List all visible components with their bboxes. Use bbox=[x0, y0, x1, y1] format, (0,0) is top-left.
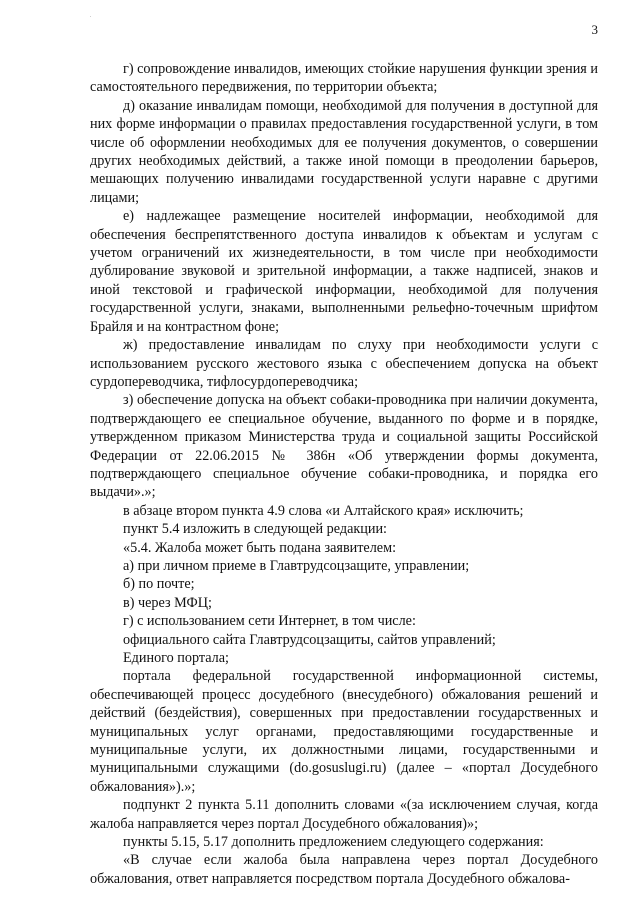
paragraph-5-4-b: б) по почте; bbox=[123, 576, 195, 593]
paragraph-5-4-v: в) через МФЦ; bbox=[123, 594, 212, 611]
paragraph-amend-5-15-5-17: пункты 5.15, 5.17 дополнить предложением следующего содержания: bbox=[123, 834, 544, 851]
paragraph-unified-portal: Единого портала; bbox=[123, 650, 229, 666]
paragraph-item-d-assistance: д) оказание инвалидам помощи, необходимой для получения в доступной для них форме информации о правилах предоставления государственной услуги, в том числе об оформлении необходимых для ее получения документов, о совершении других необходимых действий, а также иной помощи в преодолении барьеров, мешающих получению инвалидами государственной услуги наравне с другими лицами; bbox=[90, 97, 598, 206]
paragraph-5-4-heading: «5.4. Жалоба может быть подана заявителем: bbox=[123, 539, 397, 556]
document-body bbox=[90, 60, 598, 888]
paragraph-amend-5-4: пункт 5.4 изложить в следующей редакции: bbox=[123, 521, 387, 538]
paragraph-amend-5-11: подпункт 2 пункта 5.11 дополнить словами «(за исключением случая, когда жалоба направляется через портал Досудебного обжалования)»; bbox=[90, 797, 598, 832]
page-number: 3 bbox=[591, 22, 598, 37]
paragraph-5-4-g: г) с использованием сети Интернет, в том числе: bbox=[123, 613, 416, 630]
paragraph-amend-4-9: в абзаце втором пункта 4.9 слова «и Алтайского края» исключить; bbox=[123, 502, 524, 519]
paragraph-federal-portal: портала федеральной государственной информационной системы, обеспечивающей процесс досудебного (внесудебного) обжалования решений и действий (бездействия), совершенных при предоставлении государственных и муниципальных услуг органами, предоставляющими государственные и муниципальные услуги, их должностными лицами, государственными и муниципальными служащими (do.gosuslugi.ru) (далее – «портал Досудебного обжалования»).»; bbox=[90, 668, 598, 795]
paragraph-response-portal: «В случае если жалоба была направлена через портал Досудебного обжалования, ответ направляется посредством портала Досудебного обжалова- bbox=[90, 852, 598, 887]
paragraph-item-g-escort: г) сопровождение инвалидов, имеющих стойкие нарушения функции зрения и самостоятельного передвижения, по территории объекта; bbox=[90, 61, 598, 96]
scan-speck bbox=[90, 16, 91, 17]
paragraph-item-zh-sign-language: ж) предоставление инвалидам по слуху при необходимости услуги с использованием русского жестового языка с обеспечением допуска на объект сурдопереводчика, тифлосурдопереводчика; bbox=[90, 337, 598, 390]
paragraph-item-z-guide-dog: з) обеспечение допуска на объект собаки-проводника при наличии документа, подтверждающего ее специальное обучение, выданного по форме и в порядке, утвержденном приказом Министерства труда и социальной защиты Российской Федерации от 22.06.2015 № 386н «Об утверждении формы документа, подтверждающего специальное обучение собаки-проводника, и порядка его выдачи».»; bbox=[90, 392, 598, 501]
paragraph-official-site: официального сайта Главтрудсоцзащиты, сайтов управлений; bbox=[123, 631, 496, 648]
paragraph-item-e-information: е) надлежащее размещение носителей информации, необходимой для обеспечения беспрепятственного доступа инвалидов к объектам и услугам с учетом ограничений их жизнедеятельности, в том числе при необходимости дублирование звуковой и зрительной информации, а также надписей, знаков и иной текстовой и графической информации, необходимой для получения государственной услуги, знаками, выполненными рельефно-точечным шрифтом Брайля и на контрастном фоне; bbox=[90, 208, 598, 335]
paragraph-5-4-a: а) при личном приеме в Главтрудсоцзащите, управлении; bbox=[123, 557, 470, 574]
